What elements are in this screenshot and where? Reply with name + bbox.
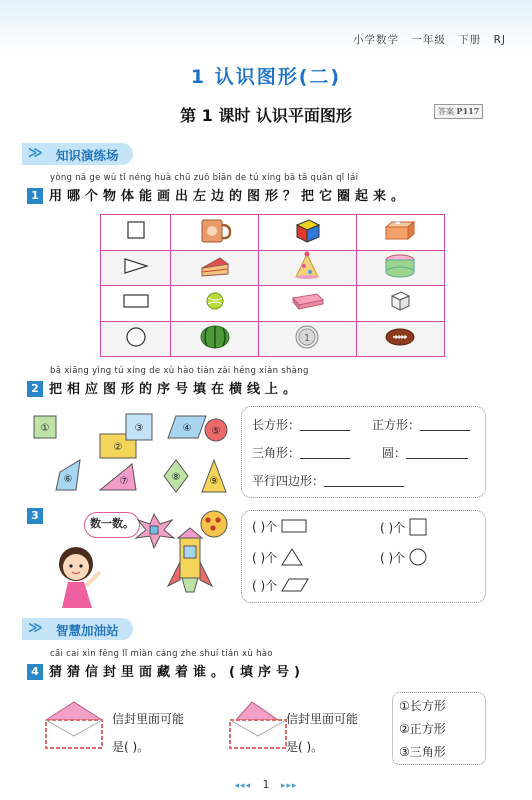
blank-parallelogram[interactable] [324,486,404,487]
girl-illustration [44,540,114,610]
count-parallelogram [252,577,309,594]
eraser-icon[interactable] [259,286,357,322]
label-circle: 圆： [382,446,407,460]
parallelogram-icon [281,577,309,593]
cake-slice-icon[interactable] [171,250,259,286]
count-square [380,518,427,536]
section-title: 智慧加油站 [56,623,119,638]
label-parallelogram: 平行四边形： [252,474,325,488]
shape-label: ⑧ [171,472,181,483]
question-number-badge: 1 [27,188,43,204]
count-blank[interactable]: ( ) [252,520,266,534]
triangle-icon [101,250,171,286]
blank-square[interactable] [420,430,470,431]
fill-triangle [252,444,350,461]
party-hat-icon[interactable] [259,250,357,286]
blank-triangle[interactable] [300,458,350,459]
count-circle [380,548,427,566]
pinyin-line: yòng nǎ ge wù tǐ néng huà chū zuǒ biān de tú xíng bǎ tā quān qǐ lái [50,173,359,183]
envelope-1-line1: 信封里面可能 [112,712,185,726]
answer-ref-label: 答案 [438,107,454,116]
shape-object-table [100,214,445,357]
shape-label: ⑨ [209,476,219,487]
unit-label: 个 [393,521,406,535]
fill-rectangle [252,416,350,433]
cube-icon[interactable] [356,286,444,322]
label-triangle: 三角形： [252,446,301,460]
circle-icon [101,321,171,357]
question-1 [27,185,409,204]
pinyin-line: bǎ xiāng yìng tú xíng de xù hào tián zài héng xiàn shàng [50,366,309,376]
circle-icon [409,548,427,566]
table-row [101,286,445,322]
shape-label: ① [40,423,50,434]
answer-box-q2 [241,406,486,498]
football-icon[interactable] [356,321,444,357]
question-3 [27,508,49,524]
rectangle-icon [101,286,171,322]
unit-label: 个 [265,579,278,593]
section-banner-practice [22,143,133,165]
fill-square [372,416,470,433]
header-edition: RJ [493,34,506,46]
double-chevron-icon: ≫ [28,145,43,161]
speech-bubble: 数一数。 [84,512,140,538]
tissue-box-icon[interactable] [356,215,444,251]
shape-label: ⑦ [119,476,129,487]
question-number-badge: 4 [27,664,43,680]
rectangle-icon [281,518,307,534]
round-cake-icon[interactable] [356,250,444,286]
options-box [392,692,486,765]
tennis-ball-icon[interactable] [171,286,259,322]
watermelon-icon[interactable] [171,321,259,357]
envelope-icon [226,700,290,750]
unit-label: 个 [393,551,406,565]
shape-label: ⑤ [211,426,221,437]
answer-ref-page: P117 [456,106,480,116]
square-icon [409,518,427,536]
page-footer [0,778,532,791]
count-triangle [252,548,303,566]
count-blank[interactable]: ( ) [380,521,394,535]
question-number-badge: 3 [27,508,43,524]
unit-label: 个 [265,520,278,534]
blank-circle[interactable] [406,458,468,459]
fill-circle [382,444,468,461]
pinyin-line: cāi cai xìn fēng lǐ miàn cáng zhe shuí tián xù hào [50,649,273,659]
shape-label: ④ [182,423,192,434]
option-rectangle: ①长方形 [399,699,446,713]
triangle-icon [281,548,303,566]
question-text: 把相应图形的序号填在横线上。 [49,382,302,397]
mug-icon[interactable] [171,215,259,251]
rocket-pinwheel-picture [128,510,238,606]
double-chevron-icon: ≫ [28,620,43,636]
numbered-shapes-figure [28,404,238,504]
label-square: 正方形： [372,418,421,432]
question-number-badge: 2 [27,381,43,397]
header-volume: 下册 [458,34,482,46]
header-grade: 一年级 [411,34,446,46]
right-arrows-icon: ▸▸▸ [281,781,298,791]
question-2 [27,378,301,397]
count-blank[interactable]: ( ) [252,579,266,593]
blank-rectangle[interactable] [300,430,350,431]
page-number: 1 [262,778,270,791]
header-meta [345,32,506,47]
answer-reference-tag [434,104,483,119]
envelope-2-line1: 信封里面可能 [286,712,359,726]
lesson-title: 第 1 课时 认识平面图形 [180,106,352,125]
envelope-2-answer[interactable]: 是( )。 [286,740,324,754]
unit-title: 1 认识图形(二) [190,66,342,88]
table-row [101,321,445,357]
envelope-icon [42,700,106,750]
square-icon [101,215,171,251]
svg-text:1: 1 [304,332,311,344]
table-row [101,250,445,286]
rubiks-cube-icon[interactable] [259,215,357,251]
option-triangle: ③三角形 [399,745,446,759]
question-text: 用哪个物体能画出左边的图形？把它圈起来。 [49,189,410,204]
unit-label: 个 [265,551,278,565]
question-4 [27,661,305,680]
count-box-q3 [241,510,486,603]
envelope-1-answer[interactable]: 是( )。 [112,740,150,754]
section-title: 知识演练场 [56,148,119,163]
header-subject: 小学数学 [353,34,400,46]
fill-parallelogram [252,472,404,489]
count-blank[interactable]: ( ) [380,551,394,565]
label-rectangle: 长方形： [252,418,301,432]
count-rectangle [252,518,307,535]
option-square: ②正方形 [399,722,446,736]
question-text: 猜猜信封里面藏着谁。(填序号) [49,665,305,680]
coin-icon[interactable] [259,321,357,357]
table-row [101,215,445,251]
shape-label: ② [113,442,123,453]
section-banner-challenge [22,618,133,640]
left-arrows-icon: ◂◂◂ [234,781,251,791]
shape-label: ③ [134,423,144,434]
shape-label: ⑥ [63,474,73,485]
count-blank[interactable]: ( ) [252,551,266,565]
